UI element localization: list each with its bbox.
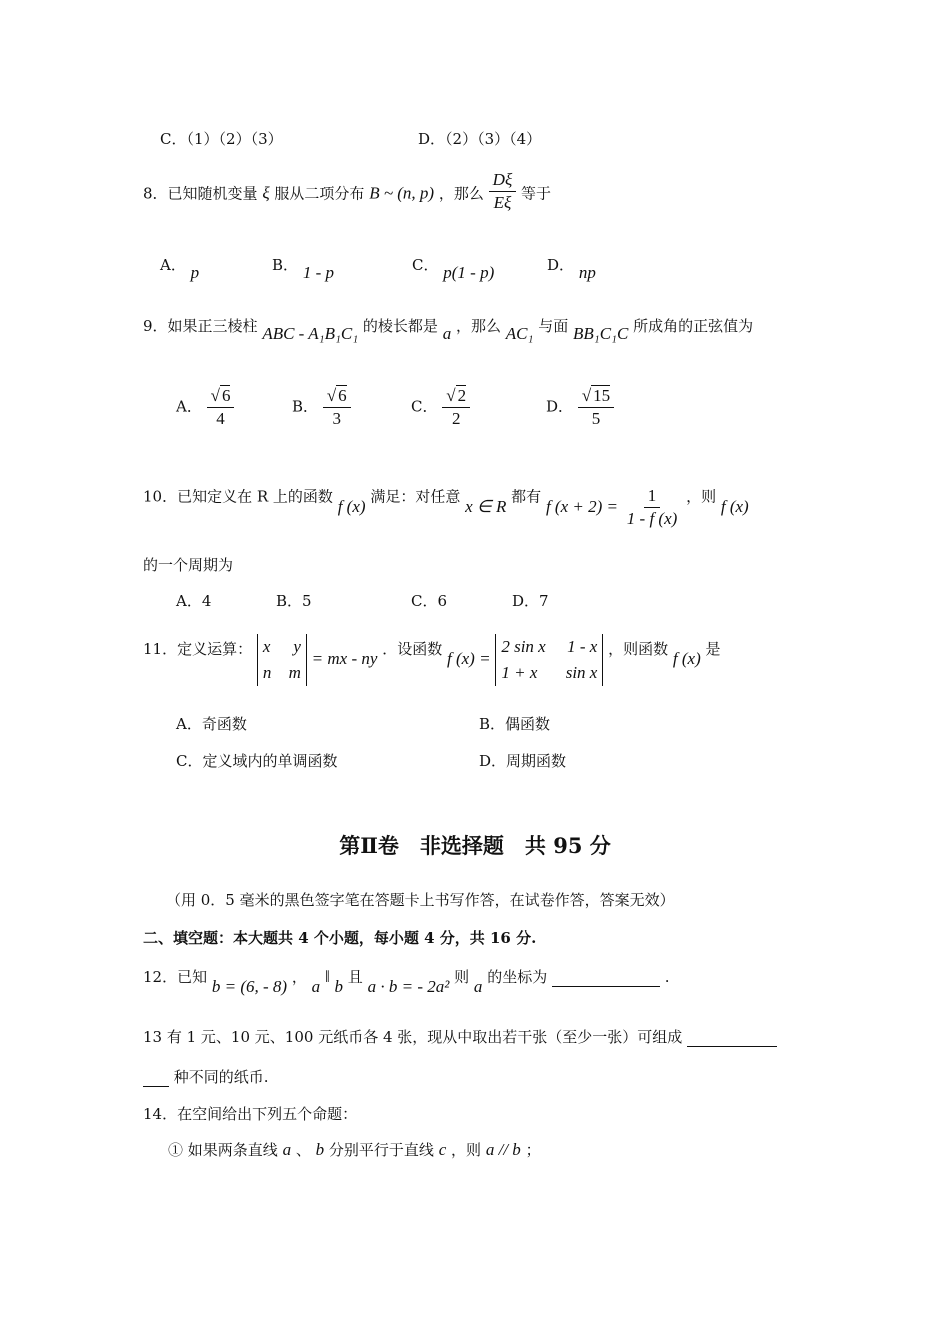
q8-option-c (412, 254, 495, 282)
denominator: 2 (451, 409, 461, 428)
radicand: 2 (457, 386, 467, 405)
q12-dot-product: a · b = - 2a² (367, 977, 450, 996)
q10-text: 10．已知定义在 R 上的函数 (143, 487, 333, 506)
q10-fx: f (x) (337, 496, 366, 516)
option-label: B． (272, 256, 299, 274)
q9-text: 9．如果正三棱柱 (143, 317, 258, 335)
q11-option-a: A．奇函数 (176, 715, 247, 733)
q11-text: 是 (705, 640, 721, 658)
option-value: np (578, 263, 596, 282)
q10-stem-cont: 的一个周期为 (143, 556, 234, 574)
option-fraction: $\frac{√ 6}{3}$ (323, 386, 351, 429)
q7-option-d: D．（2）（3）（4） (418, 130, 542, 148)
q14-text: 分别平行于直线 (328, 1141, 434, 1159)
q13-text: 种不同的纸币. (173, 1068, 269, 1086)
q11-fx: f (x) = (447, 649, 491, 668)
option-label: C． (412, 256, 439, 274)
q11-determinant-1: x y n m (257, 634, 307, 686)
q12-b-vector: b = (6, - 8) (211, 977, 288, 996)
q8-stem (143, 170, 552, 213)
q9-plane: BB₁C₁C (573, 324, 629, 343)
option-label: A． (176, 397, 202, 416)
q13-answer-blank[interactable] (687, 1030, 777, 1047)
option-value: p (190, 263, 200, 282)
q12-a2: a (473, 977, 483, 996)
q9-option-a (176, 386, 234, 429)
q11-option-c: C．定义域内的单调函数 (176, 752, 338, 770)
q9-option-b (292, 386, 351, 429)
section-title: 第Ⅱ卷 非选择题 共 95 分 (339, 833, 611, 858)
q10-frac-num: 1 (644, 486, 661, 508)
q10-fraction (623, 486, 682, 529)
q14-stem: 14．在空间给出下列五个命题： (143, 1105, 358, 1123)
denominator: 3 (332, 409, 341, 428)
option-label: C． (411, 397, 438, 416)
q10-fx2: f (x) (720, 496, 749, 516)
q8-option-b (272, 254, 334, 282)
radicand: 15 (593, 386, 611, 405)
q10-frac-den: 1 - f (x) (626, 509, 678, 528)
q9-text: 所成角的正弦值为 (633, 317, 754, 335)
q10-domain: x ∈ R (465, 496, 507, 516)
q8-frac-num: Dξ (489, 170, 517, 192)
q10-stem (143, 476, 749, 528)
q13-stem (143, 1026, 777, 1047)
denominator: 5 (591, 409, 601, 428)
option-label: B． (292, 397, 319, 416)
q14-var-b: b (315, 1140, 325, 1159)
option-fraction: $\frac{√ 6}{4}$ (207, 386, 235, 429)
option-value: p(1 - p) (443, 263, 495, 282)
option-label: D． (546, 397, 574, 416)
q9-prism: ABC - A₁B₁C₁ (262, 324, 359, 343)
q8-option-a (160, 254, 200, 282)
q12-a: a (311, 977, 321, 996)
section-heading: 二、填空题：本大题共 4 个小题，每小题 4 分，共 16 分. (143, 929, 537, 947)
q14-text: ，则 (451, 1141, 482, 1159)
section-note: （用 0．5 毫米的黑色签字笔在答题卡上书写作答，在试卷作答，答案无效） (166, 891, 675, 909)
option-fraction: $\frac{√ 2}{2}$ (442, 386, 470, 429)
radicand: 6 (338, 386, 347, 405)
q7-option-c: C．（1）（2）（3） (160, 130, 283, 148)
q11-det-result: = mx - ny (311, 649, 378, 668)
option-value: 1 - p (302, 263, 334, 282)
q9-line: AC₁ (505, 324, 534, 343)
q8-distribution: B ~ (n, p) (369, 183, 435, 203)
q12-parallel: ‖ (324, 967, 330, 986)
option-label: D． (547, 256, 575, 274)
q12-answer-blank[interactable] (552, 970, 660, 987)
q10-option-b: B．5 (276, 592, 312, 610)
q9-text: 与面 (538, 317, 569, 335)
q10-lhs: f (x + 2) = (545, 496, 618, 516)
q8-xi: ξ (262, 183, 270, 203)
q12-text: 12．已知 (143, 968, 208, 986)
q12-stem: 12．已知 b = (6, - 8) ， a ‖ b 且 a · b = - 2a² 则 a 的坐标为 . (143, 967, 670, 996)
q11-text: ．设函数 (382, 640, 443, 658)
q10-text: 满足：对任意 (370, 487, 461, 506)
q8-text: 等于 (521, 184, 552, 203)
q8-text: 服从二项分布 (274, 184, 365, 203)
q11-determinant-2: 2 sin x 1 - x 1 + x sin x (495, 634, 603, 686)
q12-text: 的坐标为 (487, 968, 548, 986)
q8-text: ，那么 (438, 184, 484, 203)
q9-text: ，那么 (456, 317, 502, 335)
q13-text: 13 有 1 元、10 元、100 元纸币各 4 张，现从中取出若干张（至少一张）可组成 (143, 1028, 683, 1046)
q11-option-d: D．周期函数 (479, 752, 567, 770)
q10-option-d: D．7 (512, 592, 549, 610)
q8-frac-den: Eξ (493, 193, 512, 212)
q11-fx2: f (x) (672, 649, 701, 668)
q14-text: ① 如果两条直线 (168, 1141, 278, 1159)
q8-option-d (547, 254, 596, 282)
q10-option-c: C．6 (411, 592, 448, 610)
q9-option-d (546, 386, 614, 429)
q12-text: 则 (454, 968, 470, 986)
q14-item-1: ① 如果两条直线 a 、 b 分别平行于直线 c ，则 a // b ； (168, 1140, 541, 1159)
q13-answer-blank-cont[interactable] (143, 1070, 169, 1087)
denominator: 4 (216, 409, 225, 428)
q10-option-a: A．4 (176, 592, 212, 610)
q11-stem (143, 634, 721, 686)
q13-stem-cont (143, 1066, 269, 1087)
q9-stem (143, 315, 754, 343)
q12-text: 且 (347, 968, 363, 986)
q11-option-b: B．偶函数 (479, 715, 551, 733)
q14-var-c: c (438, 1140, 447, 1159)
option-fraction: $\frac{√ 15}{5}$ (578, 386, 614, 429)
option-label: A． (160, 256, 186, 274)
q8-text: 8．已知随机变量 (143, 184, 258, 203)
q10-text: 都有 (511, 487, 542, 506)
q9-a: a (442, 324, 452, 343)
radicand: 6 (221, 386, 231, 405)
q8-fraction (489, 170, 517, 213)
q12-b: b (334, 977, 344, 996)
q9-option-c (411, 386, 470, 429)
q11-text: 11．定义运算： (143, 640, 253, 658)
q14-var-a: a (282, 1140, 292, 1159)
q10-text: ，则 (686, 487, 717, 506)
q9-text: 的棱长都是 (362, 317, 438, 335)
q11-text: ，则函数 (608, 640, 669, 658)
q14-result: a // b (485, 1140, 521, 1159)
